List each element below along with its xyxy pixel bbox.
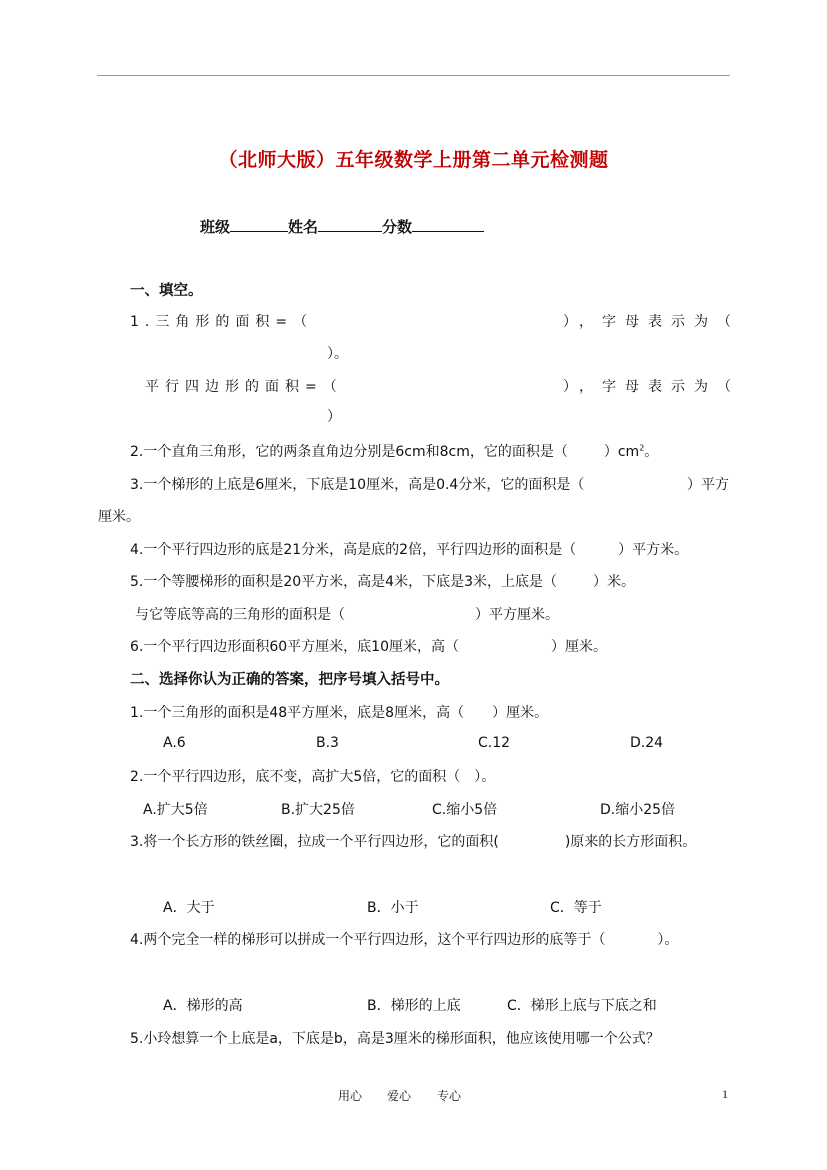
class-label: 班级: [200, 218, 231, 236]
score-label: 分数: [382, 218, 413, 236]
s2-q3-option-b[interactable]: B．小于: [367, 900, 419, 916]
header-rule: [97, 75, 730, 76]
s2-q4-option-c[interactable]: C．梯形上底与下底之和: [507, 998, 657, 1014]
s2-q4-text-end: ）。: [657, 932, 679, 948]
s2-q3-option-c[interactable]: C．等于: [550, 900, 602, 916]
page-number: 1: [722, 1087, 728, 1101]
s2-q3: [130, 831, 696, 851]
s1-q3-text: 3.一个梯形的上底是6厘米，下底是10厘米，高是0.4分米，它的面积是（: [130, 477, 585, 493]
page-title: （北师大版）五年级数学上册第二单元检测题: [218, 149, 609, 171]
s1-q2-unit: ）cm: [603, 444, 640, 460]
s2-q2-option-a[interactable]: A.扩大5倍: [143, 802, 208, 818]
s1-q1-line3-a: 平行四边形的面积=（: [145, 379, 343, 395]
s1-q1-line1-a: 1.三角形的面积=（: [130, 314, 314, 330]
s1-q2-text: 2.一个直角三角形，它的两条直角边分别是6cm和8cm，它的面积是（: [130, 444, 568, 460]
s1-q6: [130, 636, 607, 656]
s2-q1-option-c[interactable]: C.12: [478, 735, 511, 751]
s2-q3-text: 3.将一个长方形的铁丝圈，拉成一个平行四边形，它的面积(: [130, 834, 499, 850]
s1-q5-unit: ）米。: [593, 574, 635, 590]
s1-q2-end: 。: [644, 444, 659, 460]
s2-q1-option-a[interactable]: A.6: [163, 735, 186, 751]
s1-q1-line2: ）。: [327, 346, 348, 362]
section1-heading: 一、填空。: [130, 283, 203, 299]
s2-q3-text-end: )原来的长方形面积。: [564, 834, 697, 850]
s1-q4: [130, 539, 688, 559]
s1-q4-unit: ）平方米。: [618, 542, 689, 558]
s1-q3-unit-end: 厘米。: [98, 509, 140, 525]
s1-q6-unit: ）厘米。: [551, 639, 607, 655]
student-info-fields: [200, 216, 484, 237]
s1-q1-line3-b: ），字母表示为（: [563, 379, 740, 395]
s2-q4-text: 4.两个完全一样的梯形可以拼成一个平行四边形，这个平行四边形的底等于（: [130, 932, 606, 948]
s1-q4-text: 4.一个平行四边形的底是21分米，高是底的2倍，平行四边形的面积是（: [130, 542, 577, 558]
s2-q1-option-b[interactable]: B.3: [316, 735, 339, 751]
s1-q5-sub-text: 与它等底等高的三角形的面积是（: [135, 607, 345, 623]
s2-q4-option-a[interactable]: A．梯形的高: [163, 998, 243, 1014]
footer-text-right: 专心: [437, 1089, 462, 1103]
footer-text-left: 用心: [338, 1089, 363, 1103]
s1-q1-line1-b: ），字母表示为（: [563, 314, 740, 330]
class-blank[interactable]: [230, 217, 288, 232]
s2-q4: [130, 929, 678, 949]
score-blank[interactable]: [412, 217, 484, 232]
s2-q3-option-a[interactable]: A．大于: [163, 900, 215, 916]
s1-q2: [130, 441, 658, 461]
s2-q4-option-b[interactable]: B．梯形的上底: [367, 998, 461, 1014]
s2-q2-option-c[interactable]: C.缩小5倍: [432, 802, 498, 818]
s2-q2-option-d[interactable]: D.缩小25倍: [600, 802, 676, 818]
name-label: 姓名: [288, 218, 319, 236]
s1-q5-sub: [135, 604, 559, 624]
section2-heading: 二、选择你认为正确的答案，把序号填入括号中。: [130, 672, 449, 688]
s2-q1-option-d[interactable]: D.24: [630, 735, 664, 751]
s2-q2: 2.一个平行四边形，底不变，高扩大5倍，它的面积（ ）。: [130, 769, 496, 785]
name-blank[interactable]: [318, 217, 382, 232]
s1-q5-text: 5.一个等腰梯形的面积是20平方米，高是4米，下底是3米，上底是（: [130, 574, 557, 590]
footer-text-middle: 爱心: [387, 1089, 412, 1103]
s1-q2-sup: 2: [639, 443, 645, 453]
s2-q5: 5.小玲想算一个上底是a，下底是b，高是3厘米的梯形面积，他应该使用哪一个公式？: [130, 1031, 660, 1047]
s2-q1: 1.一个三角形的面积是48平方厘米，底是8厘米，高（ ）厘米。: [130, 705, 549, 721]
s1-q3-unit: ）平方: [687, 477, 729, 493]
s2-q2-option-b[interactable]: B.扩大25倍: [281, 802, 355, 818]
s1-q5-sub-unit: ）平方厘米。: [475, 607, 559, 623]
s1-q1-line4: ）: [327, 409, 341, 425]
s1-q5: [130, 571, 635, 591]
s1-q6-text: 6.一个平行四边形面积60平方厘米，底10厘米，高（: [130, 639, 459, 655]
